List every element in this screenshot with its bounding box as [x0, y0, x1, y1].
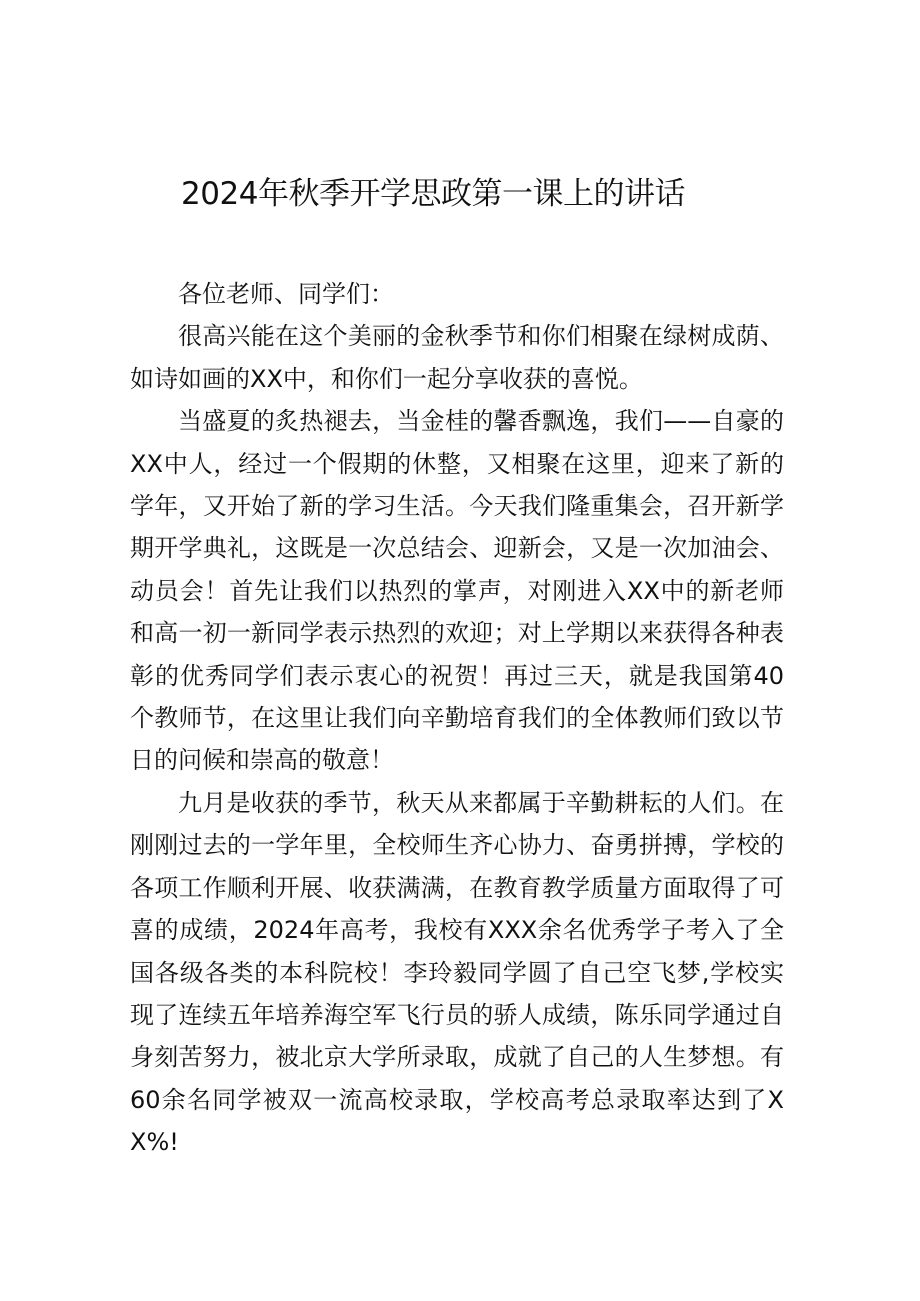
- greeting: 各位老师、同学们：: [178, 280, 394, 308]
- document-body: [130, 273, 784, 1164]
- paragraph-3: 九月是收获的季节，秋天从来都属于辛勤耕耘的人们。在刚刚过去的一学年里，全校师生齐心协力、奋勇拼搏，学校的各项工作顺利开展、收获满满，在教育教学质量方面取得了可喜的成绩，2024年高考，我校有XXX余名优秀学子考入了全国各级各类的本科院校！李玲毅同学圆了自己空飞梦,学校实现了连续五年培养海空军飞行员的骄人成绩，陈乐同学通过自身刻苦努力，被北京大学所录取，成就了自己的人生梦想。有60余名同学被双一流高校录取，学校高考总录取率达到了XX%!: [130, 788, 784, 1157]
- document-title: 2024年秋季开学思政第一课上的讲话: [181, 176, 685, 212]
- paragraph-2: 当盛夏的炙热褪去，当金桂的馨香飘逸，我们——自豪的XX中人，经过一个假期的休整，又相聚在这里，迎来了新的学年，又开始了新的学习生活。今天我们隆重集会，召开新学期开学典礼，这既是一次总结会、迎新会，又是一次加油会、动员会！首先让我们以热烈的掌声，对刚进入XX中的新老师和高一初一新同学表示热烈的欢迎；对上学期以来获得各种表彰的优秀同学们表示衷心的祝贺！再过三天，就是我国第40个教师节，在这里让我们向辛勤培育我们的全体教师们致以节日的问候和崇高的敬意！: [130, 407, 784, 775]
- paragraph-1: 很高兴能在这个美丽的金秋季节和你们相聚在绿树成荫、如诗如画的XX中，和你们一起分享收获的喜悦。: [130, 322, 784, 393]
